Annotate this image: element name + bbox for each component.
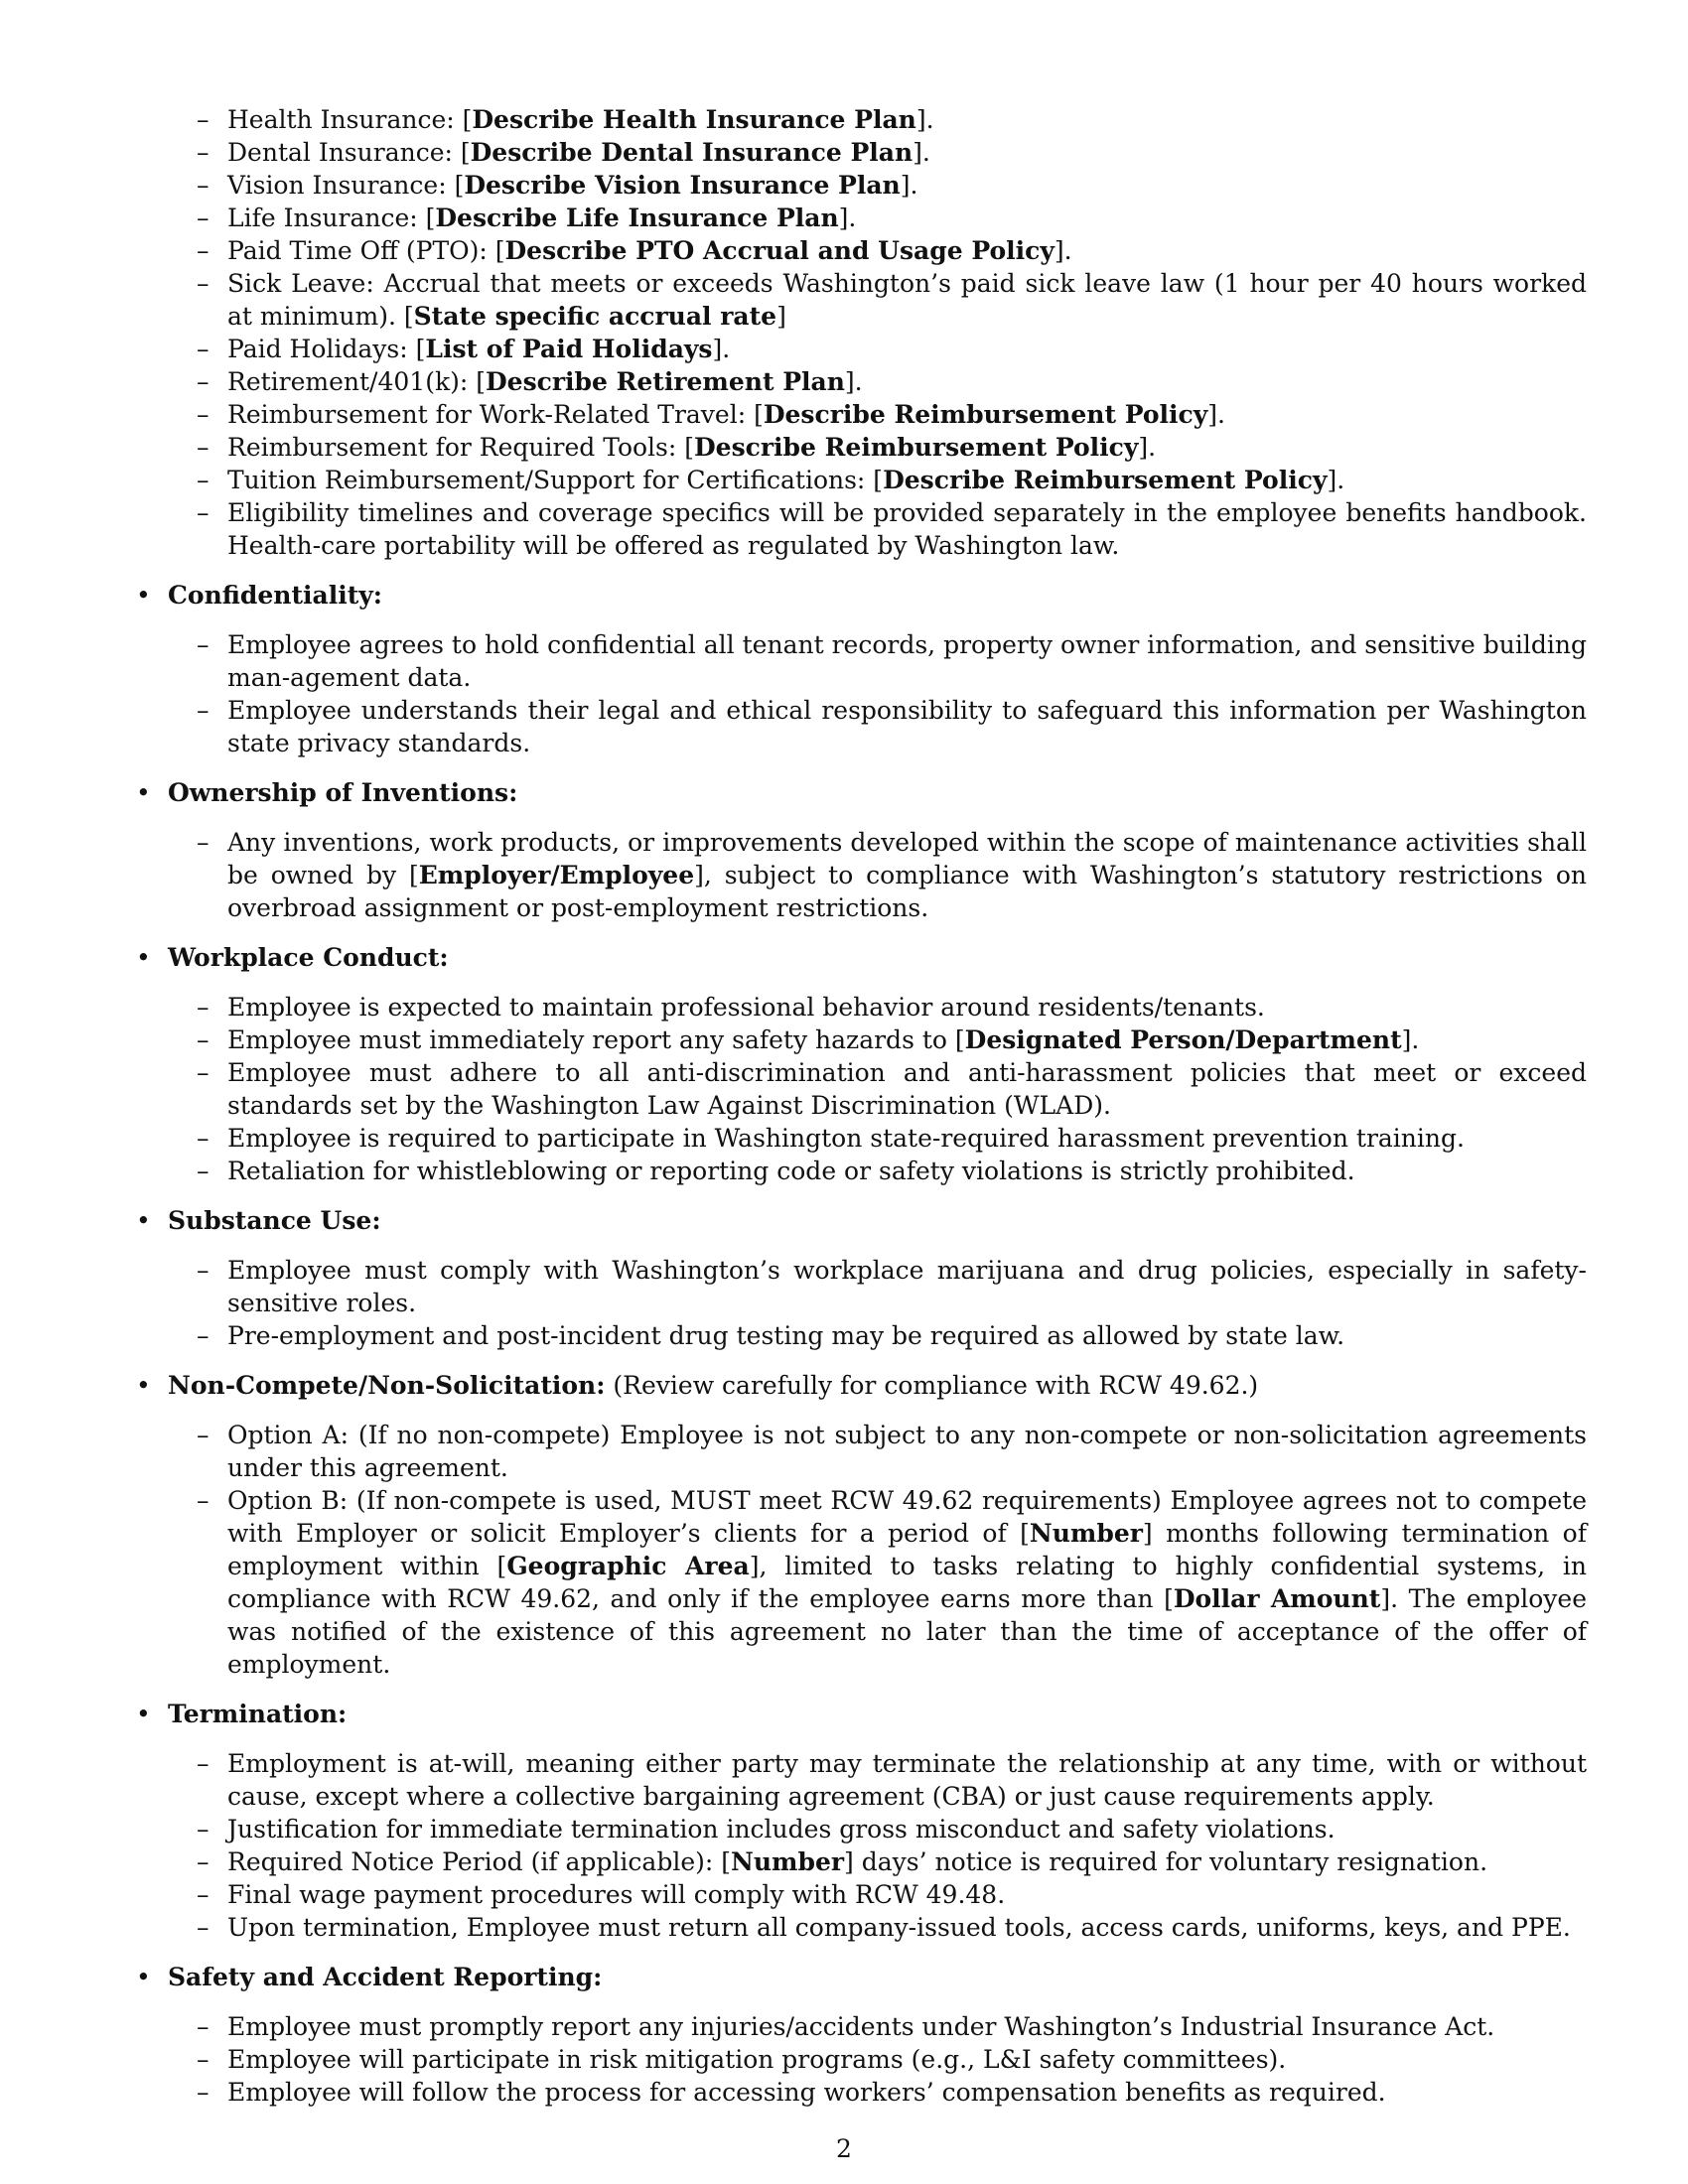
dash-marker: –	[197, 1749, 210, 1778]
list-item	[0, 431, 1688, 464]
section	[0, 941, 1688, 1187]
text-run: Vision Insurance: [	[227, 171, 465, 200]
text-run: ] days’ notice is required for voluntary resignation.	[844, 1847, 1488, 1876]
section-items	[0, 826, 1688, 924]
placeholder-field: List of Paid Holidays	[425, 335, 713, 363]
list-item	[0, 169, 1688, 202]
bullet-marker: •	[136, 1963, 151, 1991]
section-items	[0, 1419, 1688, 1681]
text-run: ]. The employee was notified of the existence of this agreement no later than the time of acceptance of the offer of employment.	[227, 1584, 1587, 1679]
text-run: Employee understands their legal and ethical responsibility to safeguard this information per Washington state privacy standards.	[227, 696, 1587, 757]
text-run: ].	[1207, 400, 1225, 429]
bullet-marker: •	[136, 778, 151, 807]
text-run: ].	[900, 171, 918, 200]
text-run: Retaliation for whistleblowing or reporting code or safety violations is strictly prohibited.	[227, 1157, 1355, 1185]
placeholder-field: Describe Retirement Plan	[485, 367, 845, 396]
text-run: ].	[838, 204, 857, 232]
dash-marker: –	[197, 1157, 210, 1185]
dash-marker: –	[197, 335, 210, 363]
text-run: Option B: (If non-compete is used, MUST meet RCW 49.62 requirements) Employee agrees not to compete with Employer or solicit Employer’s clients for a period of [	[227, 1486, 1587, 1548]
section-heading: Workplace Conduct:	[168, 943, 449, 972]
list-item	[0, 398, 1688, 431]
dash-marker: –	[197, 1421, 210, 1449]
dash-marker: –	[197, 2078, 210, 2107]
section-items	[0, 1254, 1688, 1352]
placeholder-field: Describe Dental Insurance Plan	[470, 138, 914, 167]
text-run: Final wage payment procedures will comply with RCW 49.48.	[227, 1880, 1006, 1909]
list-item	[0, 1878, 1688, 1911]
text-run: Tuition Reimbursement/Support for Certifications: [	[227, 466, 884, 494]
dash-marker: –	[197, 630, 210, 659]
section-heading: Safety and Accident Reporting:	[168, 1963, 603, 1991]
section-heading: Non-Compete/Non-Solicitation:	[168, 1371, 606, 1400]
text-run: Employee must comply with Washington’s workplace marijuana and drug policies, especially in safety-sensitive roles.	[227, 1256, 1587, 1317]
section	[0, 1961, 1688, 2109]
dash-marker: –	[197, 498, 210, 527]
text-run: Employee agrees to hold confidential all tenant records, property owner information, and sensitive building man-agement data.	[227, 630, 1587, 692]
placeholder-field: Number	[1029, 1519, 1143, 1548]
dash-marker: –	[197, 828, 210, 857]
text-run: ].	[1401, 1025, 1420, 1054]
text-run: Employee is required to participate in Washington state-required harassment prevention training.	[227, 1124, 1465, 1153]
text-run: Health Insurance: [	[227, 105, 473, 134]
section-items	[0, 628, 1688, 759]
dash-marker: –	[197, 367, 210, 396]
list-item	[0, 694, 1688, 759]
dash-marker: –	[197, 400, 210, 429]
policy-sections	[0, 579, 1688, 2109]
list-item	[0, 628, 1688, 694]
placeholder-field: Describe PTO Accrual and Usage Policy	[504, 236, 1055, 265]
text-run: ], subject to compliance with Washington’s statutory restrictions on overbroad assignment or post-employment restrictions.	[227, 861, 1587, 922]
dash-marker: –	[197, 236, 210, 265]
list-item	[0, 496, 1688, 562]
section-heading-row	[0, 941, 1688, 974]
text-run: ].	[1327, 466, 1345, 494]
bullet-marker: •	[136, 1371, 151, 1400]
placeholder-field: Designated Person/Department	[964, 1025, 1402, 1054]
placeholder-field: Describe Vision Insurance Plan	[464, 171, 901, 200]
list-item	[0, 1813, 1688, 1845]
section-heading-row	[0, 579, 1688, 612]
dash-marker: –	[197, 696, 210, 725]
list-item	[0, 826, 1688, 924]
list-item	[0, 1484, 1688, 1681]
list-item	[0, 2076, 1688, 2109]
text-run: Employee must immediately report any safety hazards to [	[227, 1025, 965, 1054]
list-item	[0, 136, 1688, 169]
placeholder-field: State specific accrual rate	[413, 302, 777, 331]
section-heading: Substance Use:	[168, 1206, 381, 1235]
text-run: Option A: (If no non-compete) Employee is not subject to any non-compete or non-solicitation agreements under this agreement.	[227, 1421, 1587, 1482]
dash-marker: –	[197, 1124, 210, 1153]
bullet-marker: •	[136, 581, 151, 610]
list-item	[0, 267, 1688, 333]
text-run: Eligibility timelines and coverage specifics will be provided separately in the employee benefits handbook. Health-care portability will be offered as regulated by Washington law.	[227, 498, 1587, 560]
list-item	[0, 1024, 1688, 1056]
list-item	[0, 1155, 1688, 1187]
section-heading-row	[0, 1204, 1688, 1237]
dash-marker: –	[197, 171, 210, 200]
list-item	[0, 1845, 1688, 1878]
text-run: Employee must adhere to all anti-discrimination and anti-harassment policies that meet or exceed standards set by the Washington Law Against Discrimination (WLAD).	[227, 1058, 1587, 1120]
section-heading-row	[0, 1698, 1688, 1730]
section-items	[0, 991, 1688, 1187]
text-run: Reimbursement for Work-Related Travel: [	[227, 400, 764, 429]
section	[0, 1698, 1688, 1944]
placeholder-field: Describe Health Insurance Plan	[472, 105, 916, 134]
text-run: Employee must promptly report any injuries/accidents under Washington’s Industrial Insurance Act.	[227, 2012, 1495, 2041]
section	[0, 1204, 1688, 1352]
text-run: ].	[844, 367, 863, 396]
list-item	[0, 1254, 1688, 1319]
text-run: Required Notice Period (if applicable): [	[227, 1847, 731, 1876]
benefits-list	[0, 103, 1688, 562]
document-body	[0, 103, 1688, 2109]
section-heading-row	[0, 1961, 1688, 1993]
section	[0, 579, 1688, 759]
page-number: 2	[836, 2134, 852, 2163]
section-heading: Ownership of Inventions:	[168, 778, 518, 807]
dash-marker: –	[197, 269, 210, 298]
list-item	[0, 2043, 1688, 2076]
text-run: Reimbursement for Required Tools: [	[227, 433, 694, 462]
list-item	[0, 333, 1688, 365]
section-heading-row	[0, 1369, 1688, 1402]
list-item	[0, 1911, 1688, 1944]
bullet-marker: •	[136, 1206, 151, 1235]
section-heading: Confidentiality:	[168, 581, 383, 610]
list-item	[0, 1122, 1688, 1155]
dash-marker: –	[197, 1256, 210, 1285]
text-run: ], limited to tasks relating to highly confidential systems, in compliance with RCW 49.62, and only if the employee earns more than [	[227, 1552, 1588, 1613]
dash-marker: –	[197, 466, 210, 494]
text-run: ].	[712, 335, 731, 363]
placeholder-field: Dollar Amount	[1173, 1584, 1381, 1613]
text-run: Retirement/401(k): [	[227, 367, 486, 396]
text-run: Justification for immediate termination includes gross misconduct and safety violations.	[227, 1815, 1336, 1843]
placeholder-field: Describe Reimbursement Policy	[694, 433, 1139, 462]
dash-marker: –	[197, 1815, 210, 1843]
dash-marker: –	[197, 138, 210, 167]
section	[0, 1369, 1688, 1681]
list-item	[0, 464, 1688, 496]
placeholder-field: Employer/Employee	[418, 861, 695, 889]
text-run: ].	[1054, 236, 1072, 265]
list-item	[0, 2010, 1688, 2043]
section	[0, 776, 1688, 924]
text-run: Pre-employment and post-incident drug testing may be required as allowed by state law.	[227, 1321, 1345, 1350]
text-run: Employee will follow the process for accessing workers’ compensation benefits as required.	[227, 2078, 1386, 2107]
list-item	[0, 1419, 1688, 1484]
list-item	[0, 991, 1688, 1024]
list-item	[0, 234, 1688, 267]
placeholder-field: Describe Reimbursement Policy	[883, 466, 1328, 494]
list-item	[0, 103, 1688, 136]
placeholder-field: Number	[731, 1847, 845, 1876]
text-run: Sick Leave: Accrual that meets or exceeds Washington’s paid sick leave law (1 hour per 40 hours worked at minimum). [	[227, 269, 1587, 331]
placeholder-field: Describe Reimbursement Policy	[763, 400, 1208, 429]
text-run: Life Insurance: [	[227, 204, 436, 232]
section-heading: Termination:	[168, 1700, 348, 1728]
list-item	[0, 1747, 1688, 1813]
dash-marker: –	[197, 2045, 210, 2074]
text-run: Paid Holidays: [	[227, 335, 426, 363]
dash-marker: –	[197, 2012, 210, 2041]
list-item	[0, 1056, 1688, 1122]
dash-marker: –	[197, 1058, 210, 1087]
dash-marker: –	[197, 1486, 210, 1515]
text-run: ].	[915, 105, 934, 134]
bullet-marker: •	[136, 1700, 151, 1728]
list-item	[0, 1319, 1688, 1352]
dash-marker: –	[197, 1880, 210, 1909]
section-note: (Review carefully for compliance with RCW 49.62.)	[613, 1371, 1259, 1400]
list-item	[0, 365, 1688, 398]
text-run: Paid Time Off (PTO): [	[227, 236, 505, 265]
text-run: ].	[913, 138, 930, 167]
section-items	[0, 2010, 1688, 2109]
text-run: Employment is at-will, meaning either party may terminate the relationship at any time, with or without cause, except where a collective bargaining agreement (CBA) or just cause requirements apply.	[227, 1749, 1587, 1811]
section-heading-row	[0, 776, 1688, 809]
text-run: Employee is expected to maintain professional behavior around residents/tenants.	[227, 993, 1265, 1022]
dash-marker: –	[197, 204, 210, 232]
text-run: ] months following termination of employment within [	[227, 1519, 1587, 1580]
text-run: Dental Insurance: [	[227, 138, 471, 167]
section-items	[0, 1747, 1688, 1944]
dash-marker: –	[197, 433, 210, 462]
dash-marker: –	[197, 1025, 210, 1054]
text-run: Upon termination, Employee must return all company-issued tools, access cards, uniforms, keys, and PPE.	[227, 1913, 1571, 1942]
text-run: Any inventions, work products, or improvements developed within the scope of maintenance activities shall be owned by [	[227, 828, 1587, 889]
dash-marker: –	[197, 1321, 210, 1350]
dash-marker: –	[197, 105, 210, 134]
text-run: Employee will participate in risk mitigation programs (e.g., L&I safety committees).	[227, 2045, 1287, 2074]
dash-marker: –	[197, 1913, 210, 1942]
bullet-marker: •	[136, 943, 151, 972]
placeholder-field: Geographic Area	[506, 1552, 750, 1580]
text-run: ]	[776, 302, 786, 331]
dash-marker: –	[197, 993, 210, 1022]
list-item	[0, 202, 1688, 234]
placeholder-field: Describe Life Insurance Plan	[435, 204, 839, 232]
text-run: ].	[1138, 433, 1157, 462]
dash-marker: –	[197, 1847, 210, 1876]
